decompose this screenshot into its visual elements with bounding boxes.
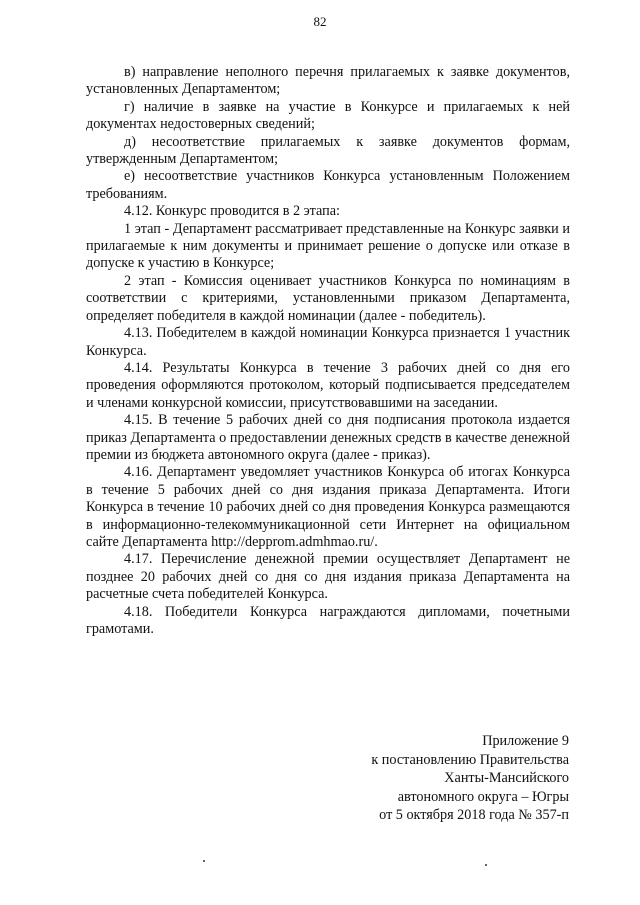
appendix-header <box>371 732 569 825</box>
paragraph-item-g: г) наличие в заявке на участие в Конкурсе и прилагаемых к ней документах недостоверных сведений; <box>86 98 570 133</box>
page-number: 82 <box>313 14 327 29</box>
paragraph-4-14: 4.14. Результаты Конкурса в течение 3 рабочих дней со дня его проведения оформляются протоколом, который подписывается председателем и членами конкурсной комиссии, присутствовавшими на заседании. <box>86 359 570 411</box>
appendix-title: Приложение 9 <box>482 733 569 749</box>
paragraph-4-17: 4.17. Перечисление денежной премии осуществляет Департамент не позднее 20 рабочих дней со дня со дня издания приказа Департамента на расчетные счета победителей Конкурса. <box>86 551 570 603</box>
scan-speck <box>485 864 487 866</box>
paragraph-4-13: 4.13. Победителем в каждой номинации Конкурса признается 1 участник Конкурса. <box>86 325 570 359</box>
scan-speck <box>203 860 205 862</box>
paragraph-item-d: д) несоответствие прилагаемых к заявке документов формам, утвержденным Департаментом; <box>86 133 570 168</box>
appendix-okrug: автономного округа – Югры <box>397 788 569 805</box>
appendix-reference: к постановлению Правительства <box>371 751 569 768</box>
paragraph-4-16: 4.16. Департамент уведомляет участников Конкурса об итогах Конкурса в течение 5 рабочих дней со дня издания приказа Департамента. Итоги Конкурса в течение 10 рабочих дней со дня проведения Конкурса размещаются в информационно-телекоммуникационной сети Интернет на официальном сайте Департамента http://depprom.admhmao.ru/. <box>86 464 570 550</box>
paragraph-4-12: 4.12. Конкурс проводится в 2 этапа: <box>124 203 340 220</box>
paragraph-item-v: в) направление неполного перечня прилагаемых к заявке документов, установленных Департаментом; <box>86 64 570 98</box>
paragraph-stage-1: 1 этап - Департамент рассматривает представленные на Конкурс заявки и прилагаемые к ним документы и принимает решение о допуске или отказе в допуске к участию в Конкурсе; <box>86 220 570 272</box>
document-body <box>86 64 570 638</box>
appendix-date: от 5 октября 2018 года № 357-п <box>379 807 569 824</box>
paragraph-4-15: 4.15. В течение 5 рабочих дней со дня подписания протокола издается приказ Департамента о предоставлении денежных средств в качестве денежной премии из бюджета автономного округа (далее - приказ). <box>86 412 570 463</box>
paragraph-stage-2: 2 этап - Комиссия оценивает участников Конкурса по номинациям в соответствии с критериями, установленными приказом Департамента, определяет победителя в каждой номинации (далее - победитель). <box>86 272 570 324</box>
paragraph-4-18: 4.18. Победители Конкурса награждаются дипломами, почетными грамотами. <box>86 603 570 637</box>
paragraph-item-e: е) несоответствие участников Конкурса установленным Положением требованиям. <box>86 168 570 202</box>
appendix-region: Ханты-Мансийского <box>444 770 569 787</box>
